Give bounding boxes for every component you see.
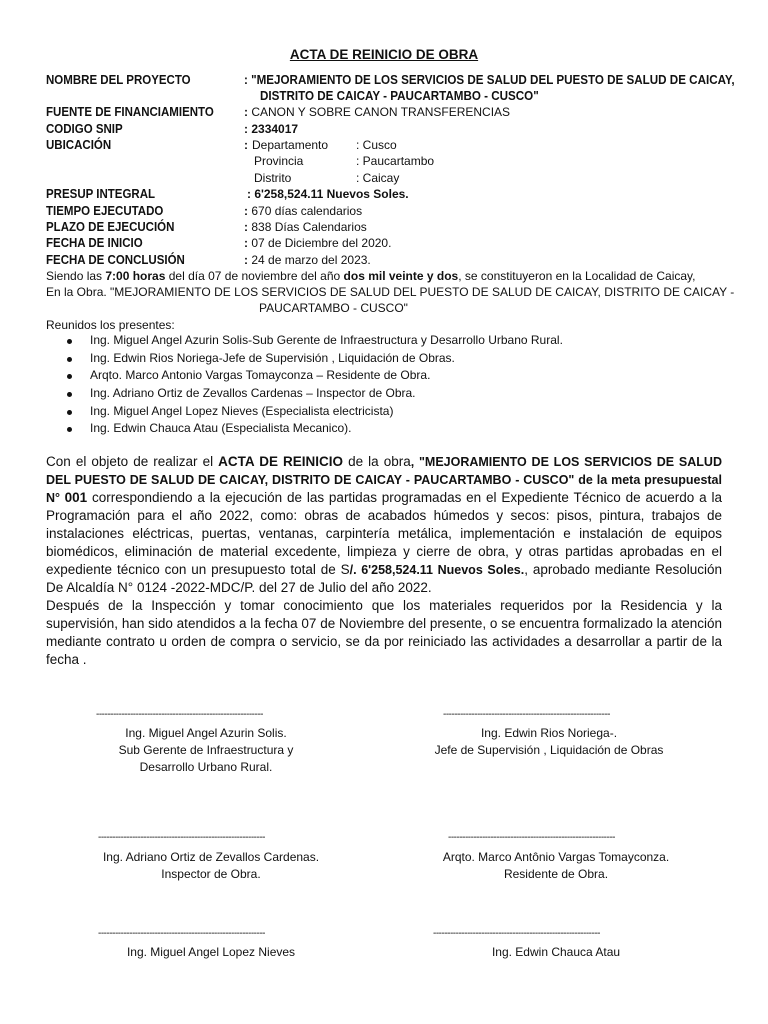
para-text: de la obra (343, 454, 411, 469)
meta-number: 001 (64, 490, 88, 505)
attendee-item: Ing. Edwin Rios Noriega-Jefe de Supervisión , Liquidación de Obras. (64, 351, 563, 369)
signature-role: Inspector de Obra. (161, 867, 261, 881)
tiempo-text: 670 días calendarios (251, 204, 363, 218)
signature-role: Residente de Obra. (503, 867, 609, 881)
signature-block (426, 849, 686, 883)
signature-role: Jefe de Supervisión , Liquidación de Obras (434, 743, 664, 757)
intro-text: del día 07 de noviembre del año (165, 269, 344, 283)
signature-name: Arqto. Marco Antônio Vargas Tomayconza. (442, 850, 670, 864)
paragraph-objeto (46, 453, 722, 597)
attendee-item: Arqto. Marco Antonio Vargas Tomayconza – Residente de Obra. (64, 368, 563, 386)
intro-year: dos mil veinte y dos (343, 269, 459, 283)
snip-label: CODIGO SNIP (46, 122, 123, 136)
ubicacion-label: UBICACIÓN (46, 138, 112, 152)
tiempo-label: TIEMPO EJECUTADO (46, 204, 164, 218)
signature-name: Ing. Adriano Ortiz de Zevallos Cardenas. (102, 850, 320, 864)
para-text: , aprobado mediante Resolución De Alcaldía N° 0124 -2022-MDC/P. del 27 de Julio del año 2022. (46, 562, 722, 595)
inicio-label: FECHA DE INICIO (46, 236, 143, 250)
attendee-item: Ing. Adriano Ortiz de Zevallos Cardenas – Inspector de Obra. (64, 386, 563, 404)
intro-line3: PAUCARTAMBO - CUSCO" (259, 301, 408, 315)
ubicacion-value: : Paucartambo (356, 154, 435, 168)
inicio-value: : 07 de Diciembre del 2020. (244, 236, 392, 250)
signature-role: Sub Gerente de Infraestructura y (118, 743, 294, 757)
para-text: correspondiendo a la ejecución de las partidas programadas en el Expediente Técnico de acuerdo a la Programación para el año 2022, como: obras de acabados húmedos y secos: pisos, pintura, trabajos de instalaciones eléctricas, puertas, ventanas, carpintería metálica, implementación e instalación de equipos biomédicos, eliminación de material excedente, limpieza y cierre de obra, y otras partidas aprobadas en el expediente técnico con un presupuesto total de S (46, 490, 722, 577)
snip-value: : 2334017 (244, 122, 299, 136)
ubicacion-key: Departamento (252, 138, 329, 152)
attendee-item: Ing. Edwin Chauca Atau (Especialista Mecanico). (64, 421, 563, 439)
nombre-value-line2: DISTRITO DE CAICAY - PAUCARTAMBO - CUSCO" (260, 89, 539, 103)
signature-name: Ing. Edwin Chauca Atau (491, 945, 621, 959)
ubicacion-colon: : (244, 138, 248, 152)
signature-name: Ing. Miguel Angel Azurin Solis. (125, 726, 287, 740)
nombre-label: NOMBRE DEL PROYECTO (46, 73, 191, 87)
tiempo-value: : 670 días calendarios (244, 204, 363, 218)
ubicacion-key: Distrito (254, 171, 292, 185)
fuente-text: CANON Y SOBRE CANON TRANSFERENCIAS (251, 105, 511, 119)
intro-line2: En la Obra. "MEJORAMIENTO DE LOS SERVICIOS DE SALUD DEL PUESTO DE SALUD DE CAICAY, DISTRITO DE CAICAY - (46, 285, 735, 299)
reunidos-label: Reunidos los presentes: (46, 318, 175, 332)
signature-line: ----------------------------------------------------------- (98, 928, 265, 939)
presup-value: : 6'258,524.11 Nuevos Soles. (247, 187, 409, 201)
document-title: ACTA DE REINICIO DE OBRA (289, 47, 479, 62)
signature-name: Ing. Edwin Rios Noriega-. (480, 726, 618, 740)
intro-text: Siendo las (46, 269, 106, 283)
snip-text: 2334017 (251, 122, 299, 136)
signature-line: ----------------------------------------------------------- (443, 709, 610, 720)
attendee-list (64, 333, 563, 439)
presup-text: 6'258,524.11 Nuevos Soles. (254, 187, 409, 201)
signature-role: Desarrollo Urbano Rural. (139, 760, 273, 774)
signature-block (441, 944, 671, 961)
intro-time: 7:00 horas (105, 269, 166, 283)
signature-line: ----------------------------------------------------------- (433, 928, 600, 939)
plazo-label: PLAZO DE EJECUCIÓN (46, 220, 175, 234)
conclusion-value: : 24 de marzo del 2023. (244, 253, 371, 267)
inicio-text: 07 de Diciembre del 2020. (251, 236, 392, 250)
plazo-text: 838 Días Calendarios (251, 220, 367, 234)
intro-line1 (46, 269, 696, 283)
signature-line: ----------------------------------------------------------- (96, 709, 263, 720)
signature-block (86, 849, 336, 883)
presup-label: PRESUP INTEGRAL (46, 187, 156, 201)
obra-name-text: , "MEJORAMIENTO DE LOS SERVICIOS DE SALUD DEL PUESTO DE SALUD DE CAICAY, DISTRITO DE CAICAY - PAUCARTAMBO - CUSCO" de la meta presupuestal N° (46, 455, 722, 505)
signature-line: ----------------------------------------------------------- (98, 832, 265, 843)
plazo-value: : 838 Días Calendarios (244, 220, 367, 234)
ubicacion-value: : Cusco (356, 138, 397, 152)
acta-reinicio-text: ACTA DE REINICIO (218, 454, 344, 469)
intro-text: , se constituyeron en la Localidad de Caicay, (458, 269, 696, 283)
conclusion-text: 24 de marzo del 2023. (251, 253, 371, 267)
ubicacion-key: Provincia (254, 154, 304, 168)
signature-name: Ing. Miguel Angel Lopez Nieves (126, 945, 296, 959)
conclusion-label: FECHA DE CONCLUSIÓN (46, 253, 185, 267)
budget-text: /. 6'258,524.11 Nuevos Soles. (349, 563, 525, 577)
fuente-value: : CANON Y SOBRE CANON TRANSFERENCIAS (244, 105, 511, 119)
fuente-label: FUENTE DE FINANCIAMIENTO (46, 105, 214, 119)
signature-block (86, 725, 326, 776)
signature-block (414, 725, 684, 759)
para-text: Con el objeto de realizar el (46, 454, 219, 469)
attendee-item: Ing. Miguel Angel Azurin Solis-Sub Gerente de Infraestructura y Desarrollo Urbano Rural. (64, 333, 563, 351)
signature-block (96, 944, 326, 961)
nombre-value-line1: : "MEJORAMIENTO DE LOS SERVICIOS DE SALUD DEL PUESTO DE SALUD DE CAICAY, (244, 73, 735, 87)
attendee-item: Ing. Miguel Angel Lopez Nieves (Especialista electricista) (64, 404, 563, 422)
signature-line: ----------------------------------------------------------- (448, 832, 615, 843)
paragraph-inspeccion: Después de la Inspección y tomar conocimiento que los materiales requeridos por la Residencia y la supervisión, han sido atendidos a la fecha 07 de Noviembre del presente, o se encuentra formalizado la atención mediante contrato u orden de compra o servicio, se da por reiniciado las actividades a desarrollar a partir de la fecha . (46, 598, 722, 667)
ubicacion-value: : Caicay (356, 171, 400, 185)
